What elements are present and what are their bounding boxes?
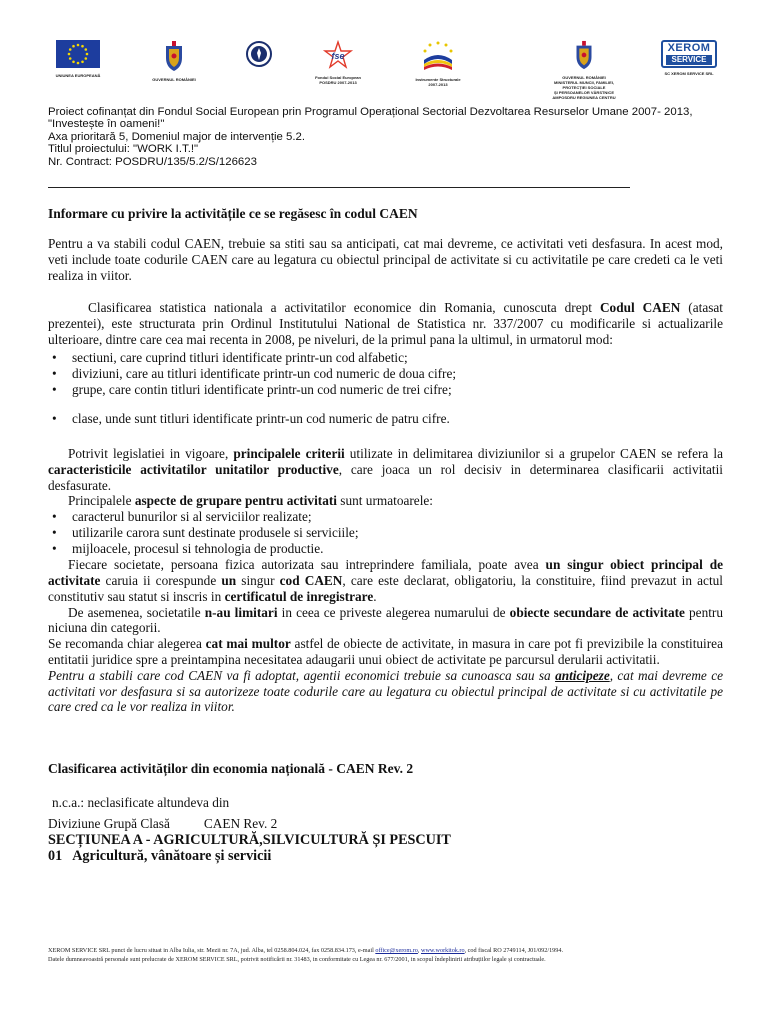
division-name: Agricultură, vânătoare și servicii xyxy=(72,848,272,865)
recommendation-paragraph xyxy=(48,636,723,668)
aspects-list xyxy=(48,509,723,557)
xerom-sub: SERVICE xyxy=(666,55,712,65)
footer-text-c: , cod fiscal RO 2749114, J01/092/1994. xyxy=(464,947,563,954)
ministry-caption-4: ȘI PERSOANELOR VÂRSTNICE xyxy=(553,90,614,95)
fse-caption-1: Fondul Social European xyxy=(315,75,361,80)
gov-caption: GUVERNUL ROMÂNIEI xyxy=(152,77,196,82)
col-division: Diviziune xyxy=(48,816,101,832)
obj-text-h: certificatul de inregistrare xyxy=(224,588,374,604)
class-text-b: Codul CAEN xyxy=(599,300,681,315)
list-item: • sectiuni, care cuprind titluri identificate printr-un cod alfabetic; xyxy=(48,350,723,366)
list-item: • utilizarile carora sunt destinate produsele si serviciile; xyxy=(48,525,723,541)
xerom-badge xyxy=(661,40,717,68)
rec-text-c: astfel de obiecte de activitate, in masura in care pot fi previzibile la constituirea entitatii juridice spre a preintampina necesitatea adaugarii unui obiect de activitate pe parcursul derularii activitatii. xyxy=(48,636,723,667)
sec-text-c: in ceea ce priveste alegerea numarului de xyxy=(277,604,510,620)
ministry-caption-5: AMPOSDRU REGIUNEA CENTRU xyxy=(552,95,616,100)
obj-text-g: , care este declarat, obligatoriu, la constituire, fiind prevazut in actul constitutiv sau statut si inscris in xyxy=(48,572,723,604)
sec-text-a: De asemenea, societatile xyxy=(68,604,205,620)
list-item: • grupe, care contin titluri identificate printr-un cod numeric de trei cifre; xyxy=(48,382,723,398)
project-line-3: Axa prioritară 5, Domeniul major de intervenție 5.2. xyxy=(48,130,306,143)
classification-paragraph xyxy=(48,300,723,348)
fse-mark: fse xyxy=(331,51,345,61)
structural-instruments-icon xyxy=(418,40,458,72)
fse-caption-2: POSDRU 2007-2013 xyxy=(319,80,357,85)
obj-text-i: . xyxy=(373,588,377,604)
coat-of-arms-icon xyxy=(163,40,185,72)
logo-band xyxy=(48,40,728,110)
classification-title: Clasificarea activităților din economia națională - CAEN Rev. 2 xyxy=(48,761,414,777)
crit-text-a: Potrivit legislatiei in vigoare, xyxy=(68,446,234,461)
crit-text-e: , care joaca un rol decisiv in determinarea clasificarii activitatii desfasurate. xyxy=(48,461,723,493)
xerom-caption: SC XEROM SERVICE SRL xyxy=(664,71,714,76)
seal-icon xyxy=(246,40,272,68)
footer-text-b: , xyxy=(417,947,421,954)
seal-logo xyxy=(244,40,274,73)
document-title: Informare cu privire la activitățile ce se regăsesc în codul CAEN xyxy=(48,206,418,221)
eu-logo xyxy=(54,40,102,78)
fse-star-icon xyxy=(318,40,358,70)
secondary-object-paragraph xyxy=(48,605,723,637)
project-line-4: Titlul proiectului: "WORK I.T.!" xyxy=(48,143,199,156)
col-class: Clasă xyxy=(140,816,170,832)
asp-text-a: Principalele xyxy=(68,493,135,509)
footer-line-2: Datele dumneavoastră personale sunt prelucrate de XEROM SERVICE SRL, potrivit notificării nr. 31483, in conformitate cu Legea nr. 677/2001, in scopul îndeplinirii atribuțiilor legale și contractuale. xyxy=(48,955,546,963)
list-item: • caracterul bunurilor si al serviciilor realizate; xyxy=(48,509,723,525)
sec-text-b: n-au limitari xyxy=(204,604,278,620)
obj-text-f: cod CAEN xyxy=(279,572,343,588)
nca-note: n.c.a.: neclasificate altundeva din xyxy=(52,795,230,811)
footer-text-a: XEROM SERVICE SRL punct de lucru situat in Alba Iulia, str. Mezii nr. 7A, jud. Alba, tel 0258.804.024, fax 0258.834.173, e-mail xyxy=(48,947,376,954)
footer-web-link[interactable]: www.workitok.ro xyxy=(420,947,465,954)
ital-text-c: , cat mai devreme ce activitati vor desfasura si sa autorizeze toate codurile care au legatura cu obiectul principal de activitate si cu activitatile pe care cred ca le vor realiza in viitor. xyxy=(48,667,723,715)
division-code: 01 xyxy=(48,848,63,865)
aspects-intro xyxy=(48,493,723,509)
class-text-a: Clasificarea statistica nationala a activitatilor economice din Romania, cunoscuta drept xyxy=(88,300,600,315)
xerom-logo xyxy=(658,40,720,76)
ministry-caption-3: PROTECȚIEI SOCIALE xyxy=(562,85,606,90)
eu-flag-icon xyxy=(56,40,100,68)
fse-logo xyxy=(308,40,368,85)
obj-text-b: un singur obiect principal de activitate xyxy=(48,557,724,588)
asp-text-b: aspecte de grupare pentru activitati xyxy=(134,493,337,509)
asp-text-c: sunt urmatoarele: xyxy=(336,493,433,509)
ministry-logo xyxy=(552,40,616,100)
project-line-5: Nr. Contract: POSDRU/135/5.2/S/126623 xyxy=(48,155,257,168)
crit-text-b: principalele criterii xyxy=(233,446,345,461)
col-group: Grupă xyxy=(103,816,137,832)
columns-header xyxy=(48,816,723,832)
crit-text-d: caracteristicile activitatilor unitatilor productive xyxy=(48,461,339,477)
project-line-1: Proiect cofinanțat din Fondul Social European prin Programul Operațional Sectorial Dezvoltarea Resurselor Umane 2007- 2013, xyxy=(48,106,693,118)
intro-paragraph: Pentru a va stabili codul CAEN, trebuie sa stiti sau sa anticipati, cat mai devreme, ce activitati veti desfasura. In acest mod, veti include toate codurile CAEN care au legatura cu obiectul principal de activitate si cu activitatile pe care credeti ca le veti realiza in viitor. xyxy=(48,236,723,283)
list-item: • mijloacele, procesul si tehnologia de productie. xyxy=(48,541,723,557)
project-info xyxy=(48,106,693,168)
document-body xyxy=(48,206,723,864)
criteria-block xyxy=(48,446,723,715)
levels-list xyxy=(48,350,723,427)
ministry-caption-1: GUVERNUL ROMÂNIEI xyxy=(562,75,606,80)
sec-text-d: obiecte secundare de activitate xyxy=(509,604,685,620)
main-object-paragraph xyxy=(48,557,723,604)
gov-logo xyxy=(148,40,200,82)
footer-email-link[interactable]: office@xerom.ro xyxy=(375,947,418,954)
ministry-coat-of-arms-icon xyxy=(573,40,595,70)
xerom-name: XEROM xyxy=(667,42,711,54)
obj-text-e: singur xyxy=(236,572,280,588)
list-item: • clase, unde sunt titluri identificate printr-un cod numeric de patru cifre. xyxy=(48,411,723,427)
criteria-paragraph xyxy=(48,446,723,493)
ministry-caption-2: MINISTERUL MUNCII, FAMILIEI, xyxy=(554,80,614,85)
list-item: • diviziuni, care au titluri identificate printr-un cod numeric de doua cifre; xyxy=(48,366,723,382)
class-text-c: (atasat prezentei) xyxy=(48,300,723,331)
col-caen-rev: CAEN Rev. 2 xyxy=(203,816,278,832)
footer xyxy=(48,947,723,964)
rec-text-b: cat mai multor xyxy=(205,636,291,652)
rec-text-a: Se recomanda chiar alegerea xyxy=(48,636,206,652)
division-01-heading xyxy=(48,848,723,864)
obj-text-d: un xyxy=(221,572,237,588)
footer-line-1 xyxy=(48,947,723,956)
is-caption-1: Instrumente Structurale xyxy=(415,77,461,82)
class-text-d: , este structurata prin Ordinul Institutului National de Statistica nr. 337/2007 cu modificarile si actualizarile ulterioare, dintre care cea mai recenta in 2008, pe niveluri, de la primul pana la ultimul, in urmatorul mod: xyxy=(48,316,723,347)
structural-instruments-logo xyxy=(408,40,468,87)
ital-text-a: Pentru a stabili care cod CAEN va fi adoptat, agentii economici trebuie sa cunoasca sau sa xyxy=(48,667,556,683)
eu-caption: UNIUNEA EUROPEANĂ xyxy=(55,73,101,78)
obj-text-a: Fiecare societate, persoana fizica autorizata sau intreprindere familiala, poate avea xyxy=(68,557,546,573)
project-line-2: "Investește în oameni!" xyxy=(48,118,165,131)
obj-text-c: caruia ii corespunde xyxy=(100,572,222,588)
header-divider xyxy=(48,187,630,188)
sec-text-e: pentru niciuna din categorii. xyxy=(48,604,724,636)
crit-text-c: utilizate in delimitarea diviziunilor si a grupelor CAEN se refera la xyxy=(344,446,723,461)
italic-note-paragraph xyxy=(48,668,723,715)
is-caption-2: 2007-2013 xyxy=(428,82,448,87)
section-a-heading: SECȚIUNEA A - AGRICULTURĂ,SILVICULTURĂ ȘI PESCUIT xyxy=(48,832,451,849)
ital-text-b: anticipeze xyxy=(555,667,610,683)
